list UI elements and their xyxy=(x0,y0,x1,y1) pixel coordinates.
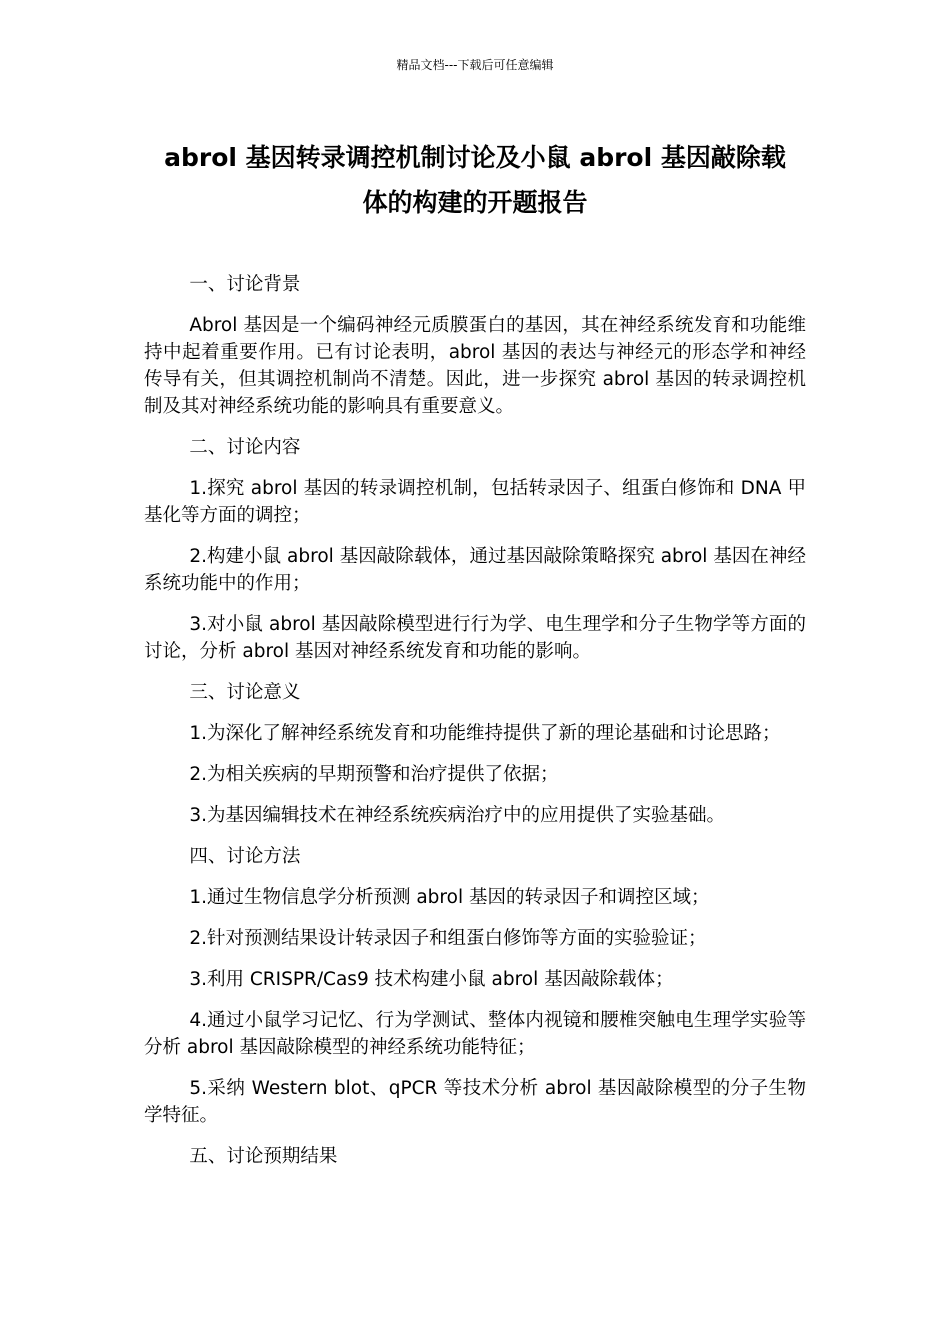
content-item-1: 1.探究 abrol 基因的转录调控机制，包括转录因子、组蛋白修饰和 DNA 甲基化等方面的调控； xyxy=(144,478,806,526)
method-item-1: 1.通过生物信息学分析预测 abrol 基因的转录因子和调控区域； xyxy=(189,887,710,908)
significance-item-1: 1.为深化了解神经系统发育和功能维持提供了新的理论基础和讨论思路； xyxy=(189,723,781,744)
section-heading-methods: 四、讨论方法 xyxy=(189,846,301,867)
method-item-2: 2.针对预测结果设计转录因子和组蛋白修饰等方面的实验验证； xyxy=(189,928,707,949)
title-line-1: abrol 基因转录调控机制讨论及小鼠 abrol 基因敲除载 xyxy=(164,143,786,172)
significance-item-2: 2.为相关疾病的早期预警和治疗提供了依据； xyxy=(189,764,559,785)
section-heading-content: 二、讨论内容 xyxy=(189,437,301,458)
paragraph-background: Abrol 基因是一个编码神经元质膜蛋白的基因，其在神经系统发育和功能维持中起着重要作用。已有讨论表明，abrol 基因的表达与神经元的形态学和神经传导有关，但其调控机制尚不清楚。因此，进一步探究 abrol 基因的转录调控机制及其对神经系统功能的影响具有重要意义。 xyxy=(144,315,806,417)
header-note: 精品文档---下载后可任意编辑 xyxy=(396,58,554,72)
document-body xyxy=(144,271,806,1184)
content-item-3: 3.对小鼠 abrol 基因敲除模型进行行为学、电生理学和分子生物学等方面的讨论，分析 abrol 基因对神经系统发育和功能的影响。 xyxy=(144,614,806,662)
method-item-5: 5.采纳 Western blot、qPCR 等技术分析 abrol 基因敲除模型的分子生物学特征。 xyxy=(144,1078,806,1126)
significance-item-3: 3.为基因编辑技术在神经系统疾病治疗中的应用提供了实验基础。 xyxy=(189,805,725,826)
section-heading-significance: 三、讨论意义 xyxy=(189,682,301,703)
content-item-2: 2.构建小鼠 abrol 基因敲除载体，通过基因敲除策略探究 abrol 基因在神经系统功能中的作用； xyxy=(144,546,806,594)
title-line-2: 体的构建的开题报告 xyxy=(362,188,588,217)
document-title xyxy=(144,135,806,225)
section-heading-background: 一、讨论背景 xyxy=(189,274,301,295)
method-item-4: 4.通过小鼠学习记忆、行为学测试、整体内视镜和腰椎突触电生理学实验等分析 abrol 基因敲除模型的神经系统功能特征； xyxy=(144,1010,806,1058)
section-heading-expected-results: 五、讨论预期结果 xyxy=(189,1146,338,1167)
method-item-3: 3.利用 CRISPR/Cas9 技术构建小鼠 abrol 基因敲除载体； xyxy=(189,969,674,990)
